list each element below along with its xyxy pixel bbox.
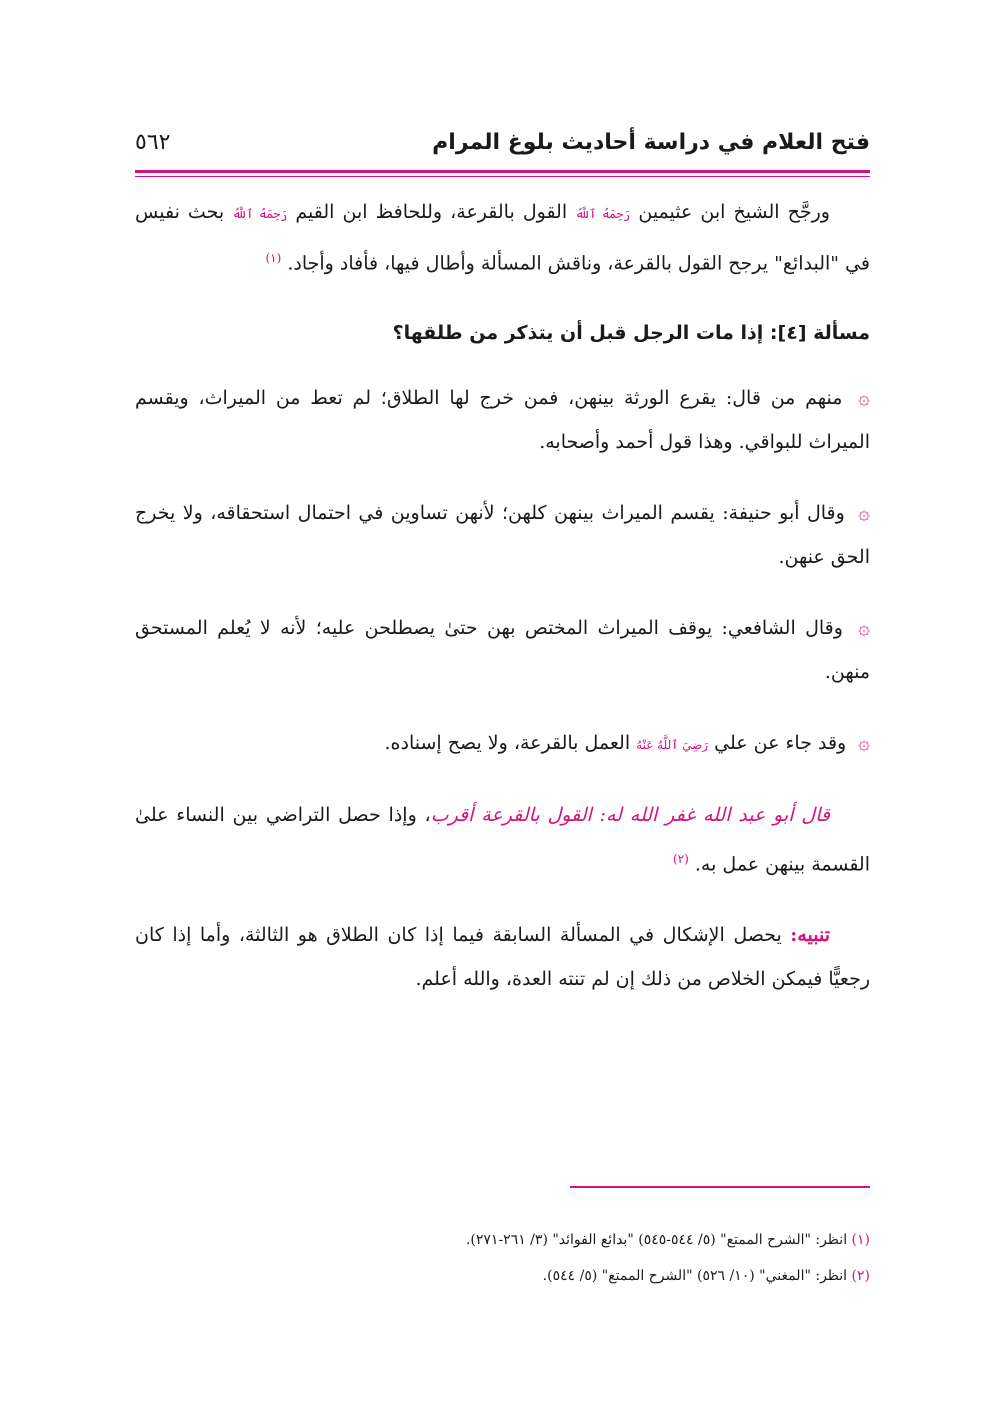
footnote-number: (١) (851, 1232, 870, 1248)
footnote-text: انظر: "الشرح الممتع" (٥/ ٥٤٤-٥٤٥) "بدائع الفوائد" (٣/ ٢٦١-٢٧١). (465, 1232, 848, 1248)
author-quote: قال أبو عبد الله غفر الله له: القول بالقرعة أقرب (430, 804, 830, 827)
page-header (135, 130, 870, 170)
bullet-text-a: وقد جاء عن علي (714, 732, 847, 755)
flower-bullet-icon: ۞ (858, 615, 870, 640)
paragraph-ibn-uthaymin (135, 190, 870, 285)
footnote-ref-1[interactable]: (١) (265, 251, 282, 265)
header-rule-thick (135, 170, 870, 173)
footnote-text: انظر: "المغني" (١٠/ ٥٢٦) "الشرح الممتع" (٥/ ٥٤٤). (542, 1268, 848, 1284)
para1-text-a: ورجَّح الشيخ ابن عثيمين (638, 201, 830, 223)
paragraph-author-opinion (135, 793, 870, 886)
flower-bullet-icon: ۞ (858, 500, 870, 525)
tanbih-label: تنبيه: (790, 923, 830, 946)
paragraph-tanbih (135, 913, 870, 1001)
honorific-rahimahullah: رَحِمَهُ ٱللَّهُ (232, 207, 288, 221)
footnote-1 (135, 1222, 870, 1258)
question-label: مسألة [٤]: (769, 322, 870, 345)
header-rule-thin (135, 176, 870, 177)
bullet-text: وقال الشافعي: يوقف الميراث المختص بهن حتىٰ يصطلحن عليه؛ لأنه لا يُعلم المستحق منهن. (135, 617, 870, 684)
bullet-text: وقال أبو حنيفة: يقسم الميراث بينهن كلهن؛ لأنهن تساوين في احتمال استحقاقه، ولا يخرج الحق عنهن. (135, 502, 870, 569)
question-heading (135, 311, 870, 355)
bullet-text-b: العمل بالقرعة، ولا يصح إسناده. (384, 732, 631, 755)
honorific-radiallahu: رَضِيَ ٱللَّهُ عَنْهُ (636, 738, 709, 753)
page (135, 0, 870, 1418)
bullet-shafii (135, 605, 870, 694)
flower-bullet-icon: ۞ (858, 730, 870, 755)
honorific-rahimahullah: رَحِمَهُ ٱللَّهُ (575, 207, 631, 221)
footnote-separator (570, 1186, 870, 1188)
main-text (135, 190, 870, 1027)
para1-text-c: بحث نفيس في "البدائع" يرجح القول بالقرعة، وناقش المسألة وأطال فيها، فأفاد وأجاد. (135, 201, 870, 275)
running-title: فتح العلام في دراسة أحاديث بلوغ المرام (432, 130, 870, 155)
bullet-ahmad (135, 375, 870, 464)
question-text: إذا مات الرجل قبل أن يتذكر من طلقها؟ (392, 322, 764, 345)
para1-text-b: القول بالقرعة، وللحافظ ابن القيم (295, 201, 568, 223)
bullet-abu-hanifa (135, 490, 870, 579)
bullet-ali (135, 720, 870, 767)
footnotes (135, 1222, 870, 1294)
page-number: ٥٦٢ (135, 130, 171, 155)
footnote-number: (٢) (851, 1268, 870, 1284)
tanbih-text: يحصل الإشكال في المسألة السابقة فيما إذا كان الطلاق هو الثالثة، وأما إذا كان رجعيًّا فيمكن الخلاص من ذلك إن لم تنته العدة، والله أعلم. (135, 923, 870, 990)
flower-bullet-icon: ۞ (858, 385, 870, 410)
footnote-2 (135, 1258, 870, 1294)
author-text: ، وإذا حصل التراضي بين النساء علىٰ القسمة بينهن عمل به. (135, 804, 870, 876)
bullet-text: منهم من قال: يقرع الورثة بينهن، فمن خرج لها الطلاق؛ لم تعط من الميراث، ويقسم الميراث للبواقي. وهذا قول أحمد وأصحابه. (135, 387, 870, 454)
footnote-ref-2[interactable]: (٢) (673, 852, 689, 867)
